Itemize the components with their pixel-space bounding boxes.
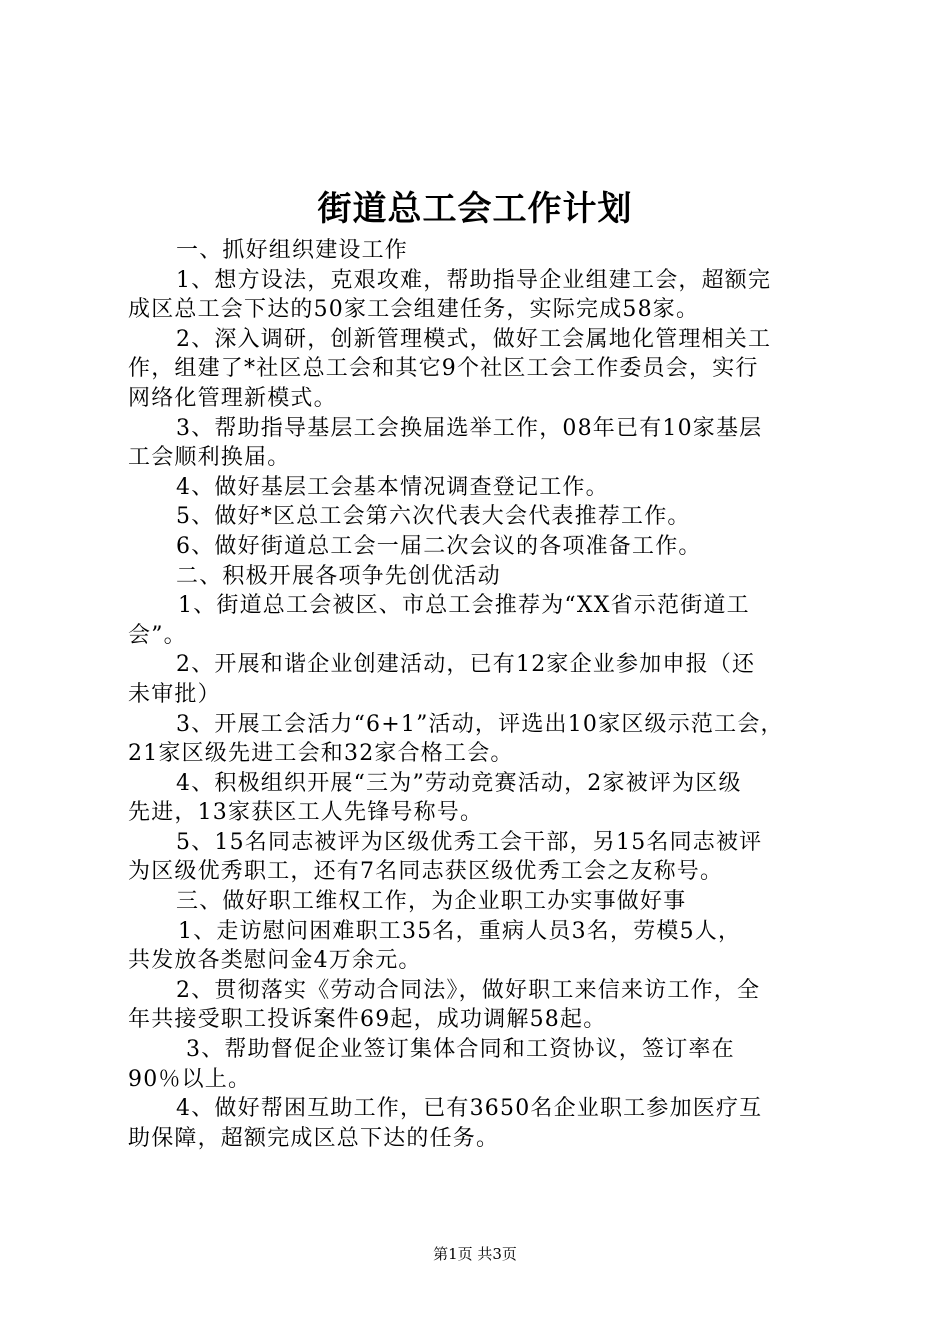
paragraph-line: 助保障，超额完成区总下达的任务。 [128,1125,500,1151]
paragraph-line: 一、抓好组织建设工作 [176,238,409,263]
paragraph-line: 共发放各类慰问金4万余元。 [128,948,422,974]
paragraph-line: 会”。 [128,622,187,648]
page-footer: 第1页 共3页 [433,1245,517,1263]
paragraph-line: 21家区级先进工会和32家合格工会。 [128,741,514,767]
paragraph-line: 2、贯彻落实《劳动合同法》，做好职工来信来访工作，全 [176,977,761,1003]
paragraph-line: 二、积极开展各项争先创优活动 [176,563,501,589]
paragraph-line: 成区总工会下达的50家工会组建任务，实际完成58家。 [128,297,700,323]
paragraph-line: 工会顺利换届。 [128,445,291,471]
paragraph-line: 网络化管理新模式。 [128,385,337,411]
paragraph-line: 未审批） [128,681,221,707]
paragraph-line: 作，组建了*社区总工会和其它9个社区工会工作委员会，实行 [128,356,759,382]
document-title: 街道总工会工作计划 [317,189,633,229]
paragraph-line: 1、想方设法，克艰攻难，帮助指导企业组建工会，超额完 [176,267,772,293]
paragraph-line: 90％以上。 [128,1066,252,1092]
paragraph-line: 1、走访慰问困难职工35名，重病人员3名，劳模5人， [178,918,742,944]
paragraph-line: 5、15名同志被评为区级优秀工会干部，另15名同志被评 [176,829,763,855]
paragraph-line: 4、做好帮困互助工作，已有3650名企业职工参加医疗互 [176,1096,763,1122]
paragraph-line: 4、积极组织开展“三为”劳动竞赛活动，2家被评为区级 [176,770,742,796]
paragraph-line: 5、做好*区总工会第六次代表大会代表推荐工作。 [176,504,691,530]
paragraph-line: 3、开展工会活力“6+1”活动，评选出10家区级示范工会， [176,711,784,737]
paragraph-line: 6、做好街道总工会一届二次会议的各项准备工作。 [176,533,702,559]
paragraph-line: 2、深入调研，创新管理模式，做好工会属地化管理相关工 [176,326,772,352]
paragraph-line: 2、开展和谐企业创建活动，已有12家企业参加申报（还 [176,652,756,678]
paragraph-line: 3、帮助指导基层工会换届选举工作，08年已有10家基层 [176,415,763,441]
document-body [128,236,832,1153]
paragraph-line: 1、街道总工会被区、市总工会推荐为“XX省示范街道工 [178,593,750,619]
paragraph-line: 3、帮助督促企业签订集体合同和工资协议，签订率在 [186,1037,735,1063]
paragraph-line: 先进，13家获区工人先锋号称号。 [128,800,484,826]
paragraph-line: 4、做好基层工会基本情况调查登记工作。 [176,474,609,500]
paragraph-line: 年共接受职工投诉案件69起，成功调解58起。 [128,1007,607,1033]
paragraph-line: 为区级优秀职工，还有7名同志获区级优秀工会之友称号。 [128,859,724,885]
paragraph-line: 三、做好职工维权工作，为企业职工办实事做好事 [176,889,687,915]
